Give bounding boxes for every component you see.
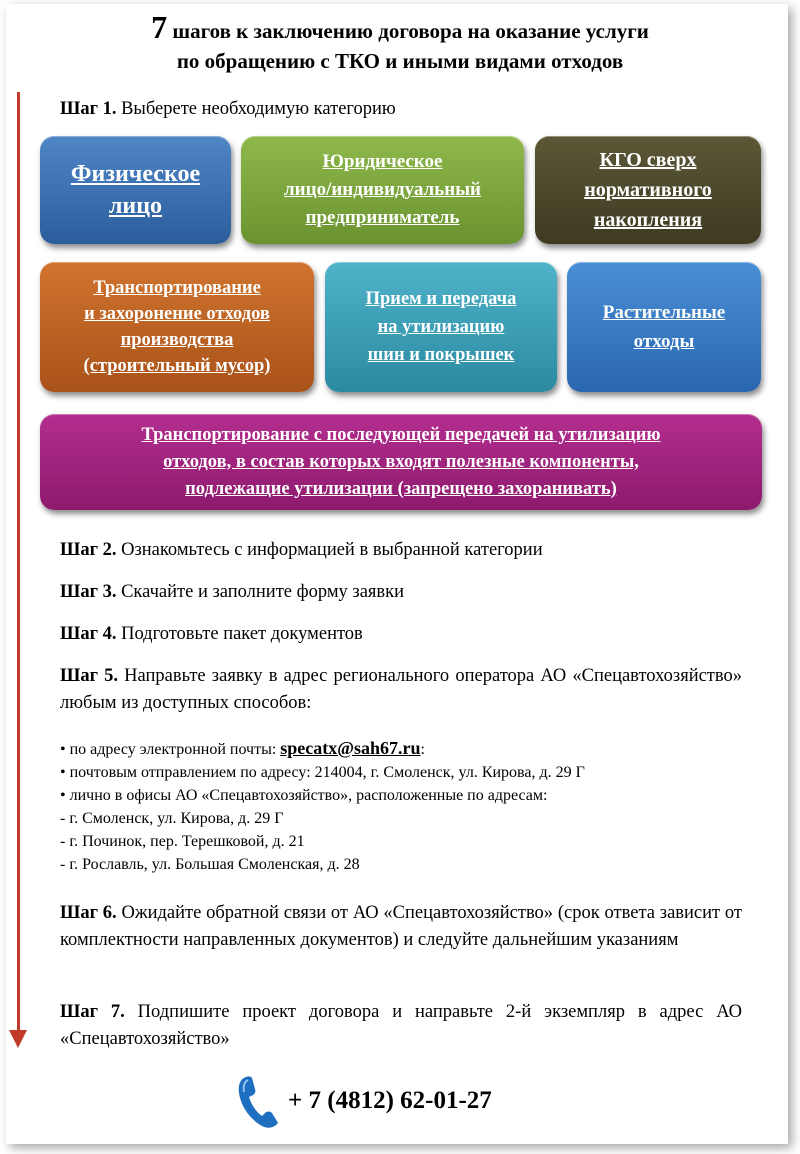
category-construction-button[interactable] (40, 262, 314, 392)
step-7-text: Подпишите проект договора и направьте 2-й экземпляр в адрес АО «Спецавтохозяйство» (60, 1002, 742, 1049)
title-line-2: по обращению с ТКО и иными видами отходов (176, 49, 624, 73)
category-plant-line: отходы (633, 331, 695, 352)
method-email-suffix: : (420, 741, 425, 758)
submission-methods-list (60, 737, 750, 876)
category-plant-button[interactable] (567, 262, 761, 392)
category-kgo-button[interactable] (535, 136, 761, 244)
step-5 (60, 663, 742, 717)
page-title (0, 9, 800, 76)
office-address: - г. Починок, пер. Терешковой, д. 21 (60, 833, 305, 850)
category-kgo-line: накопления (593, 209, 703, 231)
step-5-label: Шаг 5. (60, 666, 119, 686)
category-legal-line: предприниматель (305, 207, 460, 228)
step-2 (60, 537, 742, 564)
step-1-text: Выберете необходимую категорию (116, 99, 396, 119)
step-3 (60, 579, 742, 606)
method-email-label: • по адресу электронной почты: (60, 741, 281, 758)
category-tires-line: на утилизацию (377, 317, 505, 337)
phone-number[interactable]: + 7 (4812) 62-01-27 (288, 1087, 492, 1114)
method-offices-intro: • лично в офисы АО «Спецавтохозяйство», расположенные по адресам: (60, 787, 548, 804)
step-5-text: Направьте заявку в адрес регионального оператора АО «Спецавтохозяйство» любым из доступных способов: (60, 666, 743, 713)
category-individual-line: Физическое (70, 161, 201, 187)
category-recycling-line: отходов, в состав которых входят полезные компоненты, (163, 451, 639, 472)
category-recycling-line: Транспортирование с последующей передачей на утилизацию (141, 424, 661, 445)
step-7-label: Шаг 7. (60, 1002, 125, 1022)
step-3-text: Скачайте и заполните форму заявки (116, 582, 405, 602)
step-2-text: Ознакомьтесь с информацией в выбранной категории (116, 540, 543, 560)
step-6 (60, 900, 742, 954)
method-email (60, 737, 750, 761)
category-legal-button[interactable] (241, 136, 524, 244)
category-legal-line: лицо/индивидуальный (284, 179, 481, 200)
category-construction-line: производства (120, 330, 234, 350)
office-address: - г. Смоленск, ул. Кирова, д. 29 Г (60, 810, 284, 827)
category-plant-line: Растительные (602, 302, 726, 323)
category-construction-line: (строительный мусор) (83, 356, 271, 376)
step-2-label: Шаг 2. (60, 540, 117, 560)
category-construction-line: Транспортирование (93, 278, 261, 298)
category-kgo-line: нормативного (584, 179, 712, 201)
category-individual-button[interactable] (40, 136, 231, 244)
progress-arrow-head-icon (9, 1030, 27, 1048)
step-1-label: Шаг 1. (60, 99, 117, 119)
step-4 (60, 621, 742, 648)
step-6-text: Ожидайте обратной связи от АО «Спецавтохозяйство» (срок ответа зависит от комплектности направленных документов) и следуйте дальнейшим указаниям (60, 903, 743, 950)
category-tires-line: шин и покрышек (367, 345, 515, 365)
step-7 (60, 999, 742, 1053)
step-4-text: Подготовьте пакет документов (116, 624, 363, 644)
step-6-label: Шаг 6. (60, 903, 117, 923)
category-construction-line: и захоронение отходов (84, 304, 270, 324)
method-post: • почтовым отправлением по адресу: 214004, г. Смоленск, ул. Кирова, д. 29 Г (60, 764, 585, 781)
office-address: - г. Рославль, ул. Большая Смоленская, д. 28 (60, 856, 360, 873)
title-number: 7 (151, 9, 168, 45)
step-1 (60, 96, 742, 123)
step-3-label: Шаг 3. (60, 582, 117, 602)
step-4-label: Шаг 4. (60, 624, 117, 644)
category-legal-line: Юридическое (322, 151, 443, 172)
phone-contact (236, 1073, 492, 1129)
category-individual-line: лицо (108, 193, 163, 219)
category-recycling-line: подлежащие утилизации (запрещено захоранивать) (185, 478, 617, 499)
category-tires-button[interactable] (325, 262, 557, 392)
phone-icon (236, 1073, 282, 1129)
category-kgo-line: КГО сверх (599, 149, 697, 171)
title-line-1: шагов к заключению договора на оказание услуги (167, 19, 649, 43)
category-tires-line: Прием и передача (365, 289, 517, 309)
progress-arrow-line (17, 92, 20, 1034)
category-recycling-button[interactable] (40, 414, 762, 510)
email-link[interactable]: specatx@sah67.ru (280, 738, 421, 758)
